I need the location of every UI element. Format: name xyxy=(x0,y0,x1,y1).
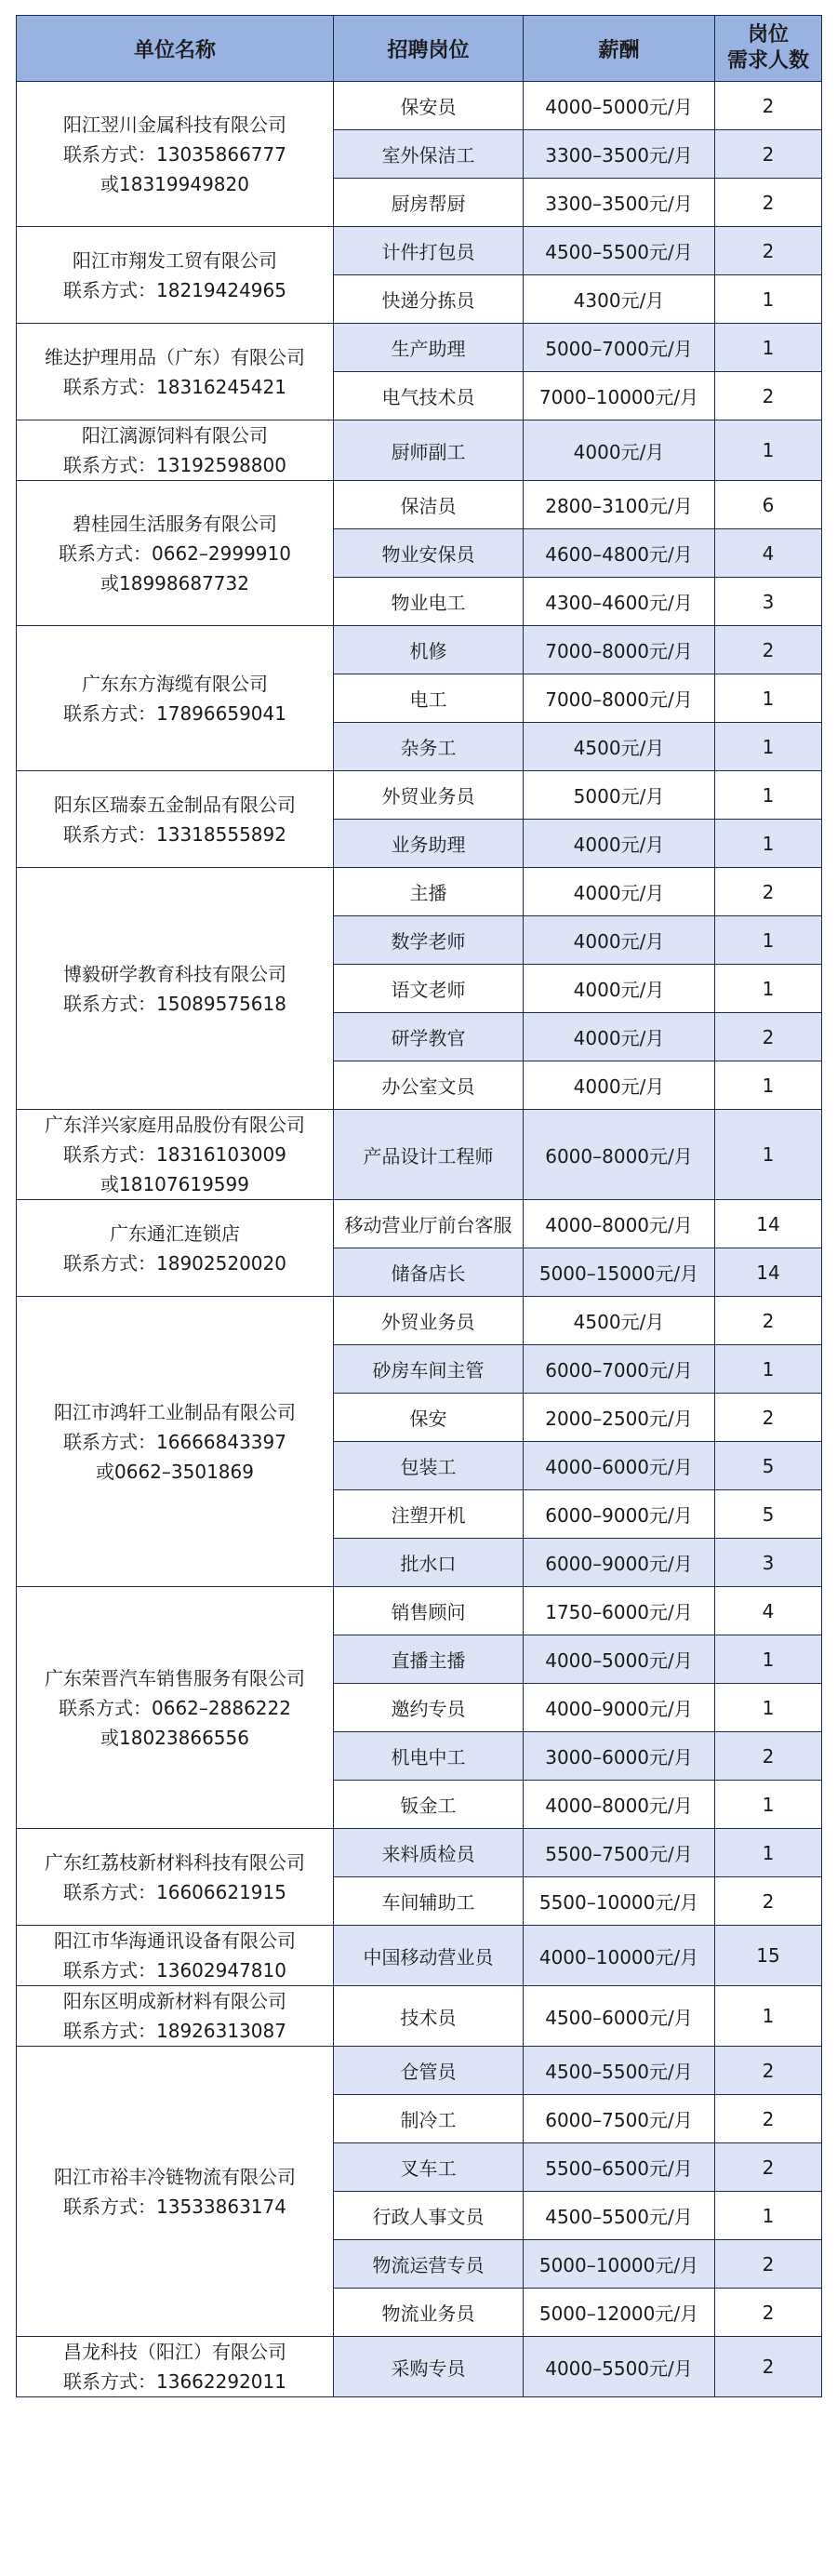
job-position: 叉车工 xyxy=(334,2143,524,2192)
job-position: 数学老师 xyxy=(334,916,524,965)
company-cell xyxy=(17,1829,334,1926)
header-company: 单位名称 xyxy=(17,16,334,82)
job-salary: 2000–2500元/月 xyxy=(524,1394,715,1442)
job-salary: 5000–12000元/月 xyxy=(524,2289,715,2337)
job-salary: 5000元/月 xyxy=(524,771,715,820)
company-name: 阳江市华海通讯设备有限公司 xyxy=(54,1929,296,1952)
job-salary: 4500元/月 xyxy=(524,1297,715,1345)
job-position: 保洁员 xyxy=(334,481,524,529)
job-salary: 4000–8000元/月 xyxy=(524,1200,715,1248)
company-name: 阳东区瑞泰五金制品有限公司 xyxy=(54,793,296,816)
table-row xyxy=(17,1110,822,1200)
company-cell xyxy=(17,626,334,771)
job-count: 2 xyxy=(715,868,822,916)
company-cell xyxy=(17,481,334,626)
job-count: 1 xyxy=(715,674,822,723)
job-count: 4 xyxy=(715,529,822,578)
job-position: 主播 xyxy=(334,868,524,916)
job-position: 外贸业务员 xyxy=(334,1297,524,1345)
job-count: 1 xyxy=(715,420,822,481)
job-salary: 5000–10000元/月 xyxy=(524,2240,715,2289)
company-contact: 联系方式：13318555892 xyxy=(63,822,286,846)
job-position: 快递分拣员 xyxy=(334,275,524,324)
job-salary: 4000元/月 xyxy=(524,965,715,1013)
job-count: 6 xyxy=(715,481,822,529)
job-count: 1 xyxy=(715,1684,822,1732)
job-position: 物业安保员 xyxy=(334,529,524,578)
job-position: 中国移动营业员 xyxy=(334,1926,524,1986)
company-contact: 联系方式：18316103009 或18107619599 xyxy=(63,1143,286,1195)
company-name: 广东荣晋汽车销售服务有限公司 xyxy=(45,1666,305,1689)
company-name: 阳江市翔发工贸有限公司 xyxy=(73,248,277,272)
job-position: 产品设计工程师 xyxy=(334,1110,524,1200)
job-position: 物业电工 xyxy=(334,578,524,626)
company-name: 阳江市鸿轩工业制品有限公司 xyxy=(54,1400,296,1423)
job-count: 2 xyxy=(715,82,822,130)
job-count: 2 xyxy=(715,2143,822,2192)
job-salary: 4000–8000元/月 xyxy=(524,1781,715,1829)
job-position: 行政人事文员 xyxy=(334,2192,524,2240)
job-table-wrapper xyxy=(16,15,822,2397)
job-count: 1 xyxy=(715,2192,822,2240)
job-salary: 5500–6500元/月 xyxy=(524,2143,715,2192)
company-contact: 联系方式：0662–2999910 或18998687732 xyxy=(59,541,291,594)
company-contact: 联系方式：13035866777 或18319949820 xyxy=(63,142,286,195)
table-row xyxy=(17,1926,822,1986)
job-count: 1 xyxy=(715,1986,822,2047)
company-contact: 联系方式：15089575618 xyxy=(63,992,286,1015)
company-contact: 联系方式：18926313087 xyxy=(63,2020,286,2042)
job-salary: 3000–6000元/月 xyxy=(524,1732,715,1781)
table-row xyxy=(17,1200,822,1248)
job-count: 1 xyxy=(715,916,822,965)
job-position: 杂务工 xyxy=(334,723,524,771)
job-table xyxy=(16,15,822,2397)
job-salary: 4300元/月 xyxy=(524,275,715,324)
company-cell xyxy=(17,1587,334,1829)
job-count: 5 xyxy=(715,1490,822,1539)
job-salary: 6000–7000元/月 xyxy=(524,1345,715,1394)
job-salary: 4000元/月 xyxy=(524,916,715,965)
job-count: 14 xyxy=(715,1248,822,1297)
header-salary: 薪酬 xyxy=(524,16,715,82)
job-count: 4 xyxy=(715,1587,822,1635)
company-name: 阳江漓源饲料有限公司 xyxy=(82,424,268,447)
table-row xyxy=(17,420,822,481)
job-position: 制冷工 xyxy=(334,2095,524,2143)
job-position: 销售顾问 xyxy=(334,1587,524,1635)
company-name: 博毅研学教育科技有限公司 xyxy=(63,962,286,985)
table-row xyxy=(17,626,822,674)
job-salary: 5000–7000元/月 xyxy=(524,324,715,372)
job-position: 研学教官 xyxy=(334,1013,524,1061)
company-contact: 联系方式：16606621915 xyxy=(63,1880,286,1903)
job-salary: 3300–3500元/月 xyxy=(524,179,715,227)
job-count: 1 xyxy=(715,1110,822,1200)
job-count: 2 xyxy=(715,1394,822,1442)
company-cell xyxy=(17,2337,334,2397)
table-row xyxy=(17,227,822,275)
job-position: 钣金工 xyxy=(334,1781,524,1829)
job-position: 室外保洁工 xyxy=(334,130,524,179)
table-row xyxy=(17,324,822,372)
job-count: 1 xyxy=(715,275,822,324)
job-salary: 4500–6000元/月 xyxy=(524,1986,715,2047)
header-count xyxy=(715,16,822,82)
job-salary: 6000–7500元/月 xyxy=(524,2095,715,2143)
job-salary: 4000元/月 xyxy=(524,1061,715,1110)
company-cell xyxy=(17,1110,334,1200)
job-position: 车间辅助工 xyxy=(334,1877,524,1926)
job-salary: 5500–10000元/月 xyxy=(524,1877,715,1926)
job-count: 3 xyxy=(715,578,822,626)
job-count: 3 xyxy=(715,1539,822,1587)
job-position: 计件打包员 xyxy=(334,227,524,275)
job-count: 2 xyxy=(715,130,822,179)
table-row xyxy=(17,82,822,130)
job-count: 1 xyxy=(715,820,822,868)
job-count: 2 xyxy=(715,372,822,420)
company-name: 广东红荔枝新材料科技有限公司 xyxy=(45,1850,305,1874)
job-position: 机修 xyxy=(334,626,524,674)
company-name: 广东东方海缆有限公司 xyxy=(82,672,268,695)
company-contact: 联系方式：13192598800 xyxy=(63,454,286,476)
company-cell xyxy=(17,420,334,481)
job-position: 移动营业厅前台客服 xyxy=(334,1200,524,1248)
job-count: 1 xyxy=(715,1635,822,1684)
job-position: 生产助理 xyxy=(334,324,524,372)
company-name: 维达护理用品（广东）有限公司 xyxy=(45,345,305,368)
job-count: 2 xyxy=(715,2047,822,2095)
job-position: 电气技术员 xyxy=(334,372,524,420)
job-position: 来料质检员 xyxy=(334,1829,524,1877)
table-row xyxy=(17,771,822,820)
job-count: 1 xyxy=(715,1829,822,1877)
job-salary: 4000–5000元/月 xyxy=(524,82,715,130)
job-salary: 4000元/月 xyxy=(524,868,715,916)
job-count: 2 xyxy=(715,1297,822,1345)
company-contact: 联系方式：13662292011 xyxy=(63,2370,286,2393)
table-row xyxy=(17,1829,822,1877)
job-position: 外贸业务员 xyxy=(334,771,524,820)
job-count: 2 xyxy=(715,2289,822,2337)
job-position: 厨房帮厨 xyxy=(334,179,524,227)
company-cell xyxy=(17,1926,334,1986)
job-position: 包装工 xyxy=(334,1442,524,1490)
job-position: 储备店长 xyxy=(334,1248,524,1297)
header-count-line1: 岗位 xyxy=(747,23,789,47)
job-count: 2 xyxy=(715,227,822,275)
job-salary: 4000元/月 xyxy=(524,1013,715,1061)
job-salary: 6000–9000元/月 xyxy=(524,1490,715,1539)
job-count: 2 xyxy=(715,179,822,227)
job-salary: 5500–7500元/月 xyxy=(524,1829,715,1877)
job-position: 仓管员 xyxy=(334,2047,524,2095)
company-cell xyxy=(17,1200,334,1297)
header-count-line2: 需求人数 xyxy=(726,49,809,73)
job-count: 1 xyxy=(715,771,822,820)
job-salary: 3300–3500元/月 xyxy=(524,130,715,179)
job-count: 1 xyxy=(715,723,822,771)
company-name: 阳东区明成新材料有限公司 xyxy=(63,1990,286,2012)
company-cell xyxy=(17,324,334,420)
job-count: 2 xyxy=(715,2240,822,2289)
table-row xyxy=(17,1986,822,2047)
table-row xyxy=(17,1587,822,1635)
company-contact: 联系方式：18902520020 xyxy=(63,1251,286,1275)
job-position: 批水口 xyxy=(334,1539,524,1587)
company-contact: 联系方式：18219424965 xyxy=(63,278,286,301)
job-position: 办公室文员 xyxy=(334,1061,524,1110)
job-count: 2 xyxy=(715,1877,822,1926)
job-salary: 2800–3100元/月 xyxy=(524,481,715,529)
table-row xyxy=(17,868,822,916)
job-position: 技术员 xyxy=(334,1986,524,2047)
job-position: 保安 xyxy=(334,1394,524,1442)
header-row xyxy=(17,16,822,82)
company-contact: 联系方式：13602947810 xyxy=(63,1959,286,1982)
job-count: 2 xyxy=(715,2337,822,2397)
job-count: 1 xyxy=(715,1061,822,1110)
job-count: 1 xyxy=(715,965,822,1013)
company-name: 碧桂园生活服务有限公司 xyxy=(73,512,277,535)
job-salary: 4600–4800元/月 xyxy=(524,529,715,578)
job-count: 2 xyxy=(715,2095,822,2143)
company-cell xyxy=(17,227,334,324)
job-salary: 4000元/月 xyxy=(524,820,715,868)
job-salary: 7000–10000元/月 xyxy=(524,372,715,420)
company-cell xyxy=(17,868,334,1110)
company-contact: 联系方式：17896659041 xyxy=(63,701,286,725)
job-count: 2 xyxy=(715,1732,822,1781)
job-salary: 6000–8000元/月 xyxy=(524,1110,715,1200)
job-position: 业务助理 xyxy=(334,820,524,868)
company-name: 广东通汇连锁店 xyxy=(110,1221,240,1245)
job-salary: 4500元/月 xyxy=(524,723,715,771)
job-position: 物流业务员 xyxy=(334,2289,524,2337)
job-position: 电工 xyxy=(334,674,524,723)
job-salary: 6000–9000元/月 xyxy=(524,1539,715,1587)
job-position: 语文老师 xyxy=(334,965,524,1013)
job-position: 物流运营专员 xyxy=(334,2240,524,2289)
job-count: 5 xyxy=(715,1442,822,1490)
table-row xyxy=(17,481,822,529)
company-contact: 联系方式：13533863174 xyxy=(63,2195,286,2218)
job-salary: 4500–5500元/月 xyxy=(524,2047,715,2095)
job-salary: 4500–5500元/月 xyxy=(524,2192,715,2240)
table-row xyxy=(17,2047,822,2095)
company-name: 阳江翌川金属科技有限公司 xyxy=(63,113,286,136)
job-salary: 4000–9000元/月 xyxy=(524,1684,715,1732)
job-salary: 1750–6000元/月 xyxy=(524,1587,715,1635)
company-name: 广东洋兴家庭用品股份有限公司 xyxy=(45,1114,305,1136)
job-count: 2 xyxy=(715,1013,822,1061)
job-salary: 4500–5500元/月 xyxy=(524,227,715,275)
company-cell xyxy=(17,2047,334,2337)
company-cell xyxy=(17,1297,334,1587)
company-cell xyxy=(17,771,334,868)
job-count: 15 xyxy=(715,1926,822,1986)
job-position: 注塑开机 xyxy=(334,1490,524,1539)
job-salary: 4300–4600元/月 xyxy=(524,578,715,626)
table-row xyxy=(17,1297,822,1345)
job-salary: 4000–5500元/月 xyxy=(524,2337,715,2397)
job-position: 直播主播 xyxy=(334,1635,524,1684)
company-cell xyxy=(17,82,334,227)
company-contact: 联系方式：16666843397 或0662–3501869 xyxy=(63,1430,286,1483)
job-salary: 7000–8000元/月 xyxy=(524,626,715,674)
job-salary: 4000元/月 xyxy=(524,420,715,481)
job-position: 机电中工 xyxy=(334,1732,524,1781)
table-row xyxy=(17,2337,822,2397)
job-salary: 4000–6000元/月 xyxy=(524,1442,715,1490)
job-count: 2 xyxy=(715,626,822,674)
job-table-body xyxy=(17,82,822,2397)
job-position: 厨师副工 xyxy=(334,420,524,481)
company-name: 阳江市裕丰冷链物流有限公司 xyxy=(54,2165,296,2188)
job-position: 砂房车间主管 xyxy=(334,1345,524,1394)
job-count: 14 xyxy=(715,1200,822,1248)
company-name: 昌龙科技（阳江）有限公司 xyxy=(63,2341,286,2363)
job-salary: 7000–8000元/月 xyxy=(524,674,715,723)
job-position: 保安员 xyxy=(334,82,524,130)
job-position: 采购专员 xyxy=(334,2337,524,2397)
company-contact: 联系方式：18316245421 xyxy=(63,375,286,398)
job-salary: 4000–5000元/月 xyxy=(524,1635,715,1684)
job-position: 邀约专员 xyxy=(334,1684,524,1732)
job-count: 1 xyxy=(715,1781,822,1829)
company-contact: 联系方式：0662–2886222 或18023866556 xyxy=(59,1696,291,1749)
job-salary: 5000–15000元/月 xyxy=(524,1248,715,1297)
job-count: 1 xyxy=(715,324,822,372)
job-salary: 4000–10000元/月 xyxy=(524,1926,715,1986)
job-count: 1 xyxy=(715,1345,822,1394)
company-cell xyxy=(17,1986,334,2047)
header-position: 招聘岗位 xyxy=(334,16,524,82)
